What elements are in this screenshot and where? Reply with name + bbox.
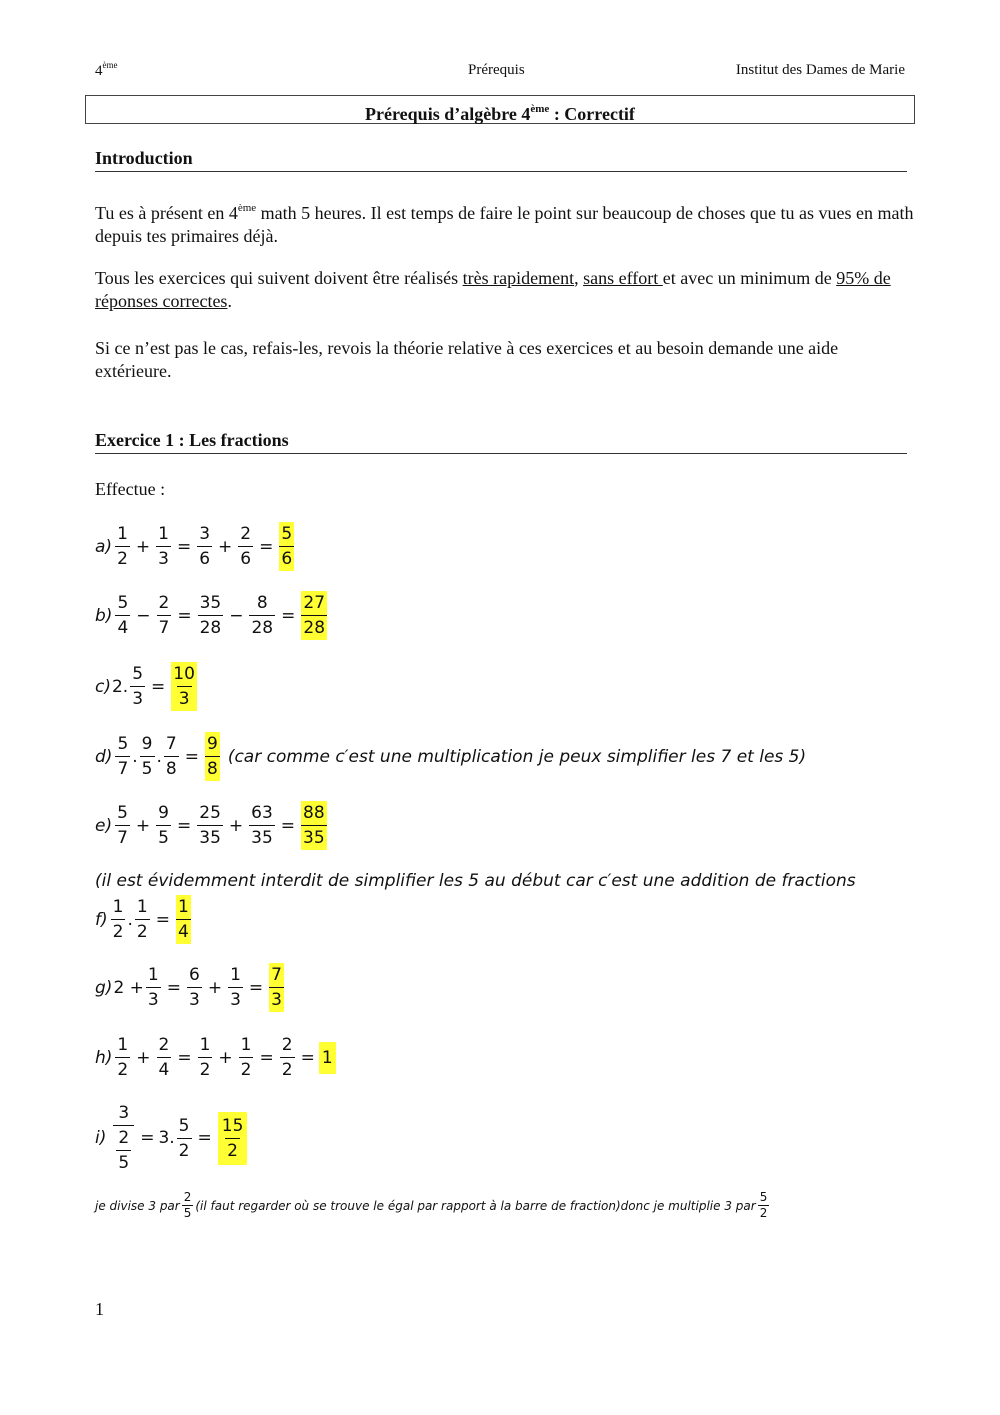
numerator: 1 — [117, 1035, 129, 1055]
fraction — [198, 1033, 213, 1082]
fraction — [140, 732, 155, 781]
operator-equals: = — [177, 605, 192, 626]
header-school: Institut des Dames de Marie — [735, 62, 905, 78]
factor-two: 2. — [111, 676, 129, 697]
denominator: 3 — [269, 987, 284, 1012]
fraction — [115, 522, 130, 571]
denominator: 3 — [156, 546, 171, 571]
intro-paragraph-2 — [95, 267, 915, 313]
numerator: 3 — [118, 1103, 130, 1123]
numerator: 5 — [117, 734, 129, 754]
numerator: 6 — [188, 965, 200, 985]
numerator: 1 — [136, 897, 148, 917]
numerator: 15 — [221, 1115, 244, 1136]
numerator: 10 — [173, 664, 195, 684]
page-title — [85, 95, 915, 124]
math-row-a — [95, 522, 296, 571]
fraction — [238, 522, 253, 571]
numerator: 5 — [132, 664, 144, 684]
footnote-text-a: je divise 3 par — [95, 1198, 180, 1213]
math-row-b — [95, 591, 329, 640]
label-i: i) — [95, 1128, 107, 1148]
numerator: 3 — [199, 524, 211, 544]
numerator: 7 — [271, 965, 282, 985]
fraction — [280, 1033, 295, 1082]
denominator: 5 — [183, 1206, 192, 1220]
denominator: 3 — [187, 987, 202, 1012]
fraction — [130, 662, 145, 711]
footnote-text-b: (il faut regarder où se trouve le égal par rapport à la barre de fraction)donc je multiplie 3 par — [195, 1198, 756, 1213]
operator-equals: = — [197, 1128, 212, 1148]
denominator: 35 — [301, 825, 327, 850]
denominator: 2 — [280, 1057, 295, 1082]
numerator: 9 — [158, 803, 169, 823]
note-e-text: (il est évidemment interdit de simplifier les 5 au début car c′est une addition de fractions — [95, 871, 856, 891]
operator-equals: = — [184, 746, 199, 767]
denominator: 4 — [176, 919, 191, 944]
numerator: 88 — [303, 803, 325, 823]
label-g: g) — [95, 977, 113, 998]
denominator: 5 — [156, 825, 171, 850]
operator-dot: . — [132, 746, 138, 767]
denominator: 2 — [239, 1057, 254, 1082]
fraction — [182, 1190, 194, 1221]
p2-text-c: et avec un minimum de — [662, 268, 837, 288]
operator-plus: + — [135, 815, 151, 836]
fraction — [115, 801, 130, 850]
operator-equals: = — [280, 815, 296, 836]
operator-equals: = — [300, 1047, 315, 1068]
running-header — [95, 60, 905, 84]
denominator: 7 — [115, 825, 130, 850]
label-a: a) — [95, 536, 113, 557]
numerator: 1 — [230, 965, 241, 985]
fraction — [157, 1033, 172, 1082]
p2-underline-3: 95% de réponses correctes — [95, 268, 891, 311]
label-h: h) — [95, 1047, 113, 1068]
fraction — [111, 895, 126, 944]
fraction — [157, 591, 172, 640]
math-row-e — [95, 801, 329, 850]
answer-b — [301, 591, 327, 640]
title-suffix: : Correctif — [549, 104, 635, 124]
numerator: 1 — [240, 1035, 252, 1055]
fraction — [177, 1114, 192, 1163]
numerator: 9 — [141, 734, 153, 754]
denominator: 4 — [115, 615, 130, 640]
comment-d: (car comme c′est une multiplication je peux simplifier les 7 et les 5) — [227, 746, 807, 767]
answer-c — [171, 662, 197, 711]
operator-equals: = — [176, 536, 192, 557]
fraction — [164, 732, 179, 781]
header-level-sup: ème — [102, 60, 118, 70]
numerator: 2 — [281, 1035, 293, 1055]
denominator: 3 — [177, 686, 192, 711]
numerator: 5 — [117, 803, 128, 823]
operator-dot: . — [127, 909, 133, 930]
numerator: 1 — [117, 524, 128, 544]
denominator: 2 — [177, 1138, 192, 1163]
operator-equals: = — [177, 1047, 192, 1068]
math-row-i — [95, 1101, 249, 1175]
answer-a — [279, 522, 294, 571]
operator-plus: + — [218, 536, 233, 557]
operator-equals: = — [155, 909, 170, 930]
math-row-h — [95, 1033, 336, 1082]
operator-plus: + — [135, 536, 151, 557]
math-row-d — [95, 732, 806, 781]
label-d: d) — [95, 746, 113, 767]
denominator: 2 — [225, 1138, 240, 1163]
fraction — [115, 591, 130, 640]
exercise-instruction: Effectue : — [95, 479, 166, 499]
numerator: 2 — [183, 1190, 192, 1204]
operator-equals: = — [151, 676, 166, 697]
numerator: 63 — [251, 803, 273, 823]
numerator: 5 — [178, 1115, 190, 1136]
denominator: 35 — [249, 825, 275, 850]
operator-plus: + — [218, 1047, 233, 1068]
label-e: e) — [95, 815, 113, 836]
operator-equals: = — [177, 815, 192, 836]
operator-equals: = — [140, 1128, 155, 1148]
operator-minus: − — [136, 605, 151, 626]
p2-text-b: , — [574, 268, 584, 288]
intro-paragraph-1 — [95, 197, 915, 248]
math-row-g — [95, 963, 286, 1012]
denominator: 28 — [198, 615, 224, 640]
denominator: 2 — [115, 546, 130, 571]
denominator: 2 — [198, 1057, 213, 1082]
denominator: 2 — [115, 1057, 130, 1082]
denominator: 7 — [115, 756, 130, 781]
operator-equals: = — [259, 1047, 274, 1068]
fraction — [249, 801, 275, 850]
math-row-c — [95, 662, 199, 711]
fraction — [197, 522, 212, 571]
factor-three: 3. — [158, 1128, 175, 1148]
p2-text-a: Tous les exercices qui suivent doivent être réalisés — [95, 268, 463, 288]
p1-text-a: Tu es à présent en 4 — [95, 203, 238, 223]
math-row-f — [95, 895, 193, 944]
numerator: 35 — [199, 593, 222, 613]
p2-text-d: . — [227, 291, 232, 311]
answer-e — [301, 801, 327, 850]
numerator: 2 — [158, 593, 170, 613]
numerator: 1 — [158, 524, 169, 544]
p2-underline-1: très rapidement — [462, 268, 575, 288]
intro-heading: Introduction — [95, 148, 907, 172]
p1-text-b: math 5 heures. Il est temps de faire le point sur beaucoup de choses que tu as vues en math depuis tes primaires déjà. — [95, 203, 914, 246]
title-sup: ème — [530, 103, 550, 115]
header-level — [95, 60, 118, 80]
fraction — [115, 1033, 130, 1082]
denominator: 35 — [197, 825, 223, 850]
denominator: 8 — [205, 756, 220, 781]
operator-plus: + — [136, 1047, 151, 1068]
header-center: Prérequis — [468, 62, 525, 78]
numerator: 5 — [759, 1190, 768, 1204]
denominator: 28 — [249, 615, 275, 640]
inner-fraction — [115, 1126, 132, 1175]
label-f: f) — [95, 909, 108, 930]
fraction — [156, 801, 171, 850]
numerator: 5 — [281, 524, 293, 544]
p2-underline-2: sans effort — [583, 268, 663, 288]
denominator: 6 — [197, 546, 212, 571]
fraction — [197, 801, 223, 850]
denominator: 7 — [157, 615, 172, 640]
note-e — [95, 871, 856, 891]
denominator: 6 — [238, 546, 253, 571]
denominator: 3 — [228, 987, 243, 1012]
numerator: 1 — [112, 897, 124, 917]
denominator: 5 — [116, 1150, 131, 1175]
fraction — [239, 1033, 254, 1082]
operator-equals: = — [166, 977, 181, 998]
numerator: 27 — [303, 593, 326, 613]
numerator: 1 — [177, 897, 189, 917]
numerator: 9 — [206, 734, 218, 754]
operator-plus: + — [207, 977, 223, 998]
fraction — [228, 963, 243, 1012]
numerator: 7 — [165, 734, 177, 754]
footnote-explanation — [95, 1190, 771, 1221]
denominator: 2 — [135, 919, 150, 944]
numerator: 2 — [118, 1128, 130, 1148]
operator-plus: + — [228, 815, 244, 836]
operator-minus: − — [229, 605, 244, 626]
numerator: 2 — [158, 1035, 170, 1055]
operator-dot: . — [156, 746, 162, 767]
fraction — [115, 732, 130, 781]
fraction — [156, 522, 171, 571]
denominator: 28 — [301, 615, 327, 640]
operator-equals: = — [248, 977, 264, 998]
numerator: 1 — [199, 1035, 211, 1055]
answer-f — [176, 895, 191, 944]
title-prefix: Prérequis d’algèbre 4 — [365, 104, 531, 124]
fraction — [146, 963, 161, 1012]
denominator: 6 — [279, 546, 294, 571]
operator-equals: = — [281, 605, 296, 626]
fraction — [249, 591, 275, 640]
numerator: 8 — [256, 593, 268, 613]
intro-paragraph-3: Si ce n’est pas le cas, refais-les, revois la théorie relative à ces exercices et au besoin demande une aide extérieure. — [95, 338, 839, 381]
fraction — [187, 963, 202, 1012]
denominator: 3 — [130, 686, 145, 711]
numerator: 2 — [240, 524, 252, 544]
fraction — [198, 591, 224, 640]
fraction — [135, 895, 150, 944]
answer-d — [205, 732, 220, 781]
fraction — [758, 1190, 770, 1221]
numerator: 5 — [117, 593, 129, 613]
label-c: c) — [95, 676, 111, 697]
term-two-plus: 2 + — [113, 977, 144, 998]
answer-g — [269, 963, 284, 1012]
denominator: 2 — [111, 919, 126, 944]
numerator: 1 — [147, 965, 159, 985]
complex-fraction — [113, 1101, 134, 1175]
denominator: 8 — [164, 756, 179, 781]
page-number: 1 — [95, 1299, 104, 1319]
denominator: 4 — [157, 1057, 172, 1082]
denominator: 5 — [140, 756, 155, 781]
operator-equals: = — [259, 536, 274, 557]
exercise-1-heading: Exercice 1 : Les fractions — [95, 430, 907, 454]
p1-sup: ème — [237, 202, 257, 214]
numerator: 25 — [199, 803, 221, 823]
answer-i — [218, 1112, 248, 1165]
answer-h: 1 — [319, 1042, 336, 1074]
denominator: 2 — [759, 1206, 768, 1220]
denominator: 3 — [146, 987, 161, 1012]
label-b: b) — [95, 605, 113, 626]
header-level-number: 4 — [95, 63, 103, 79]
